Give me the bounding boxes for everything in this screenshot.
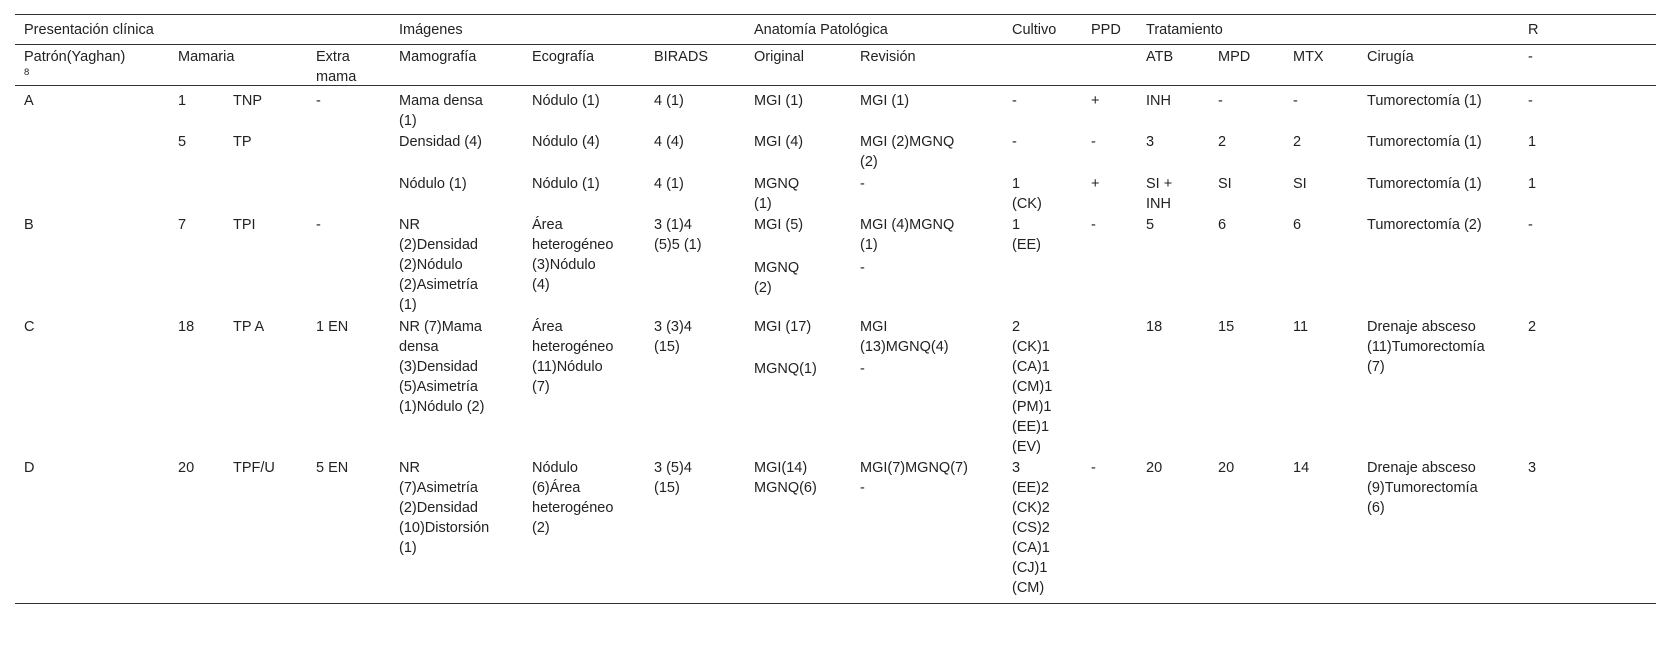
- column-header-original: Original: [754, 49, 804, 65]
- cell-mpd: 20: [1218, 460, 1235, 476]
- cell-patron: C: [24, 319, 35, 335]
- cell-num: 1: [178, 93, 187, 109]
- cell-mtx: 2: [1293, 134, 1302, 150]
- cell-ppd: -: [1091, 134, 1096, 150]
- header-rule: [15, 44, 1656, 45]
- cell-atb: 3: [1146, 134, 1155, 150]
- body-rule: [15, 85, 1656, 86]
- cell-cultivo: 3 (EE)2 (CK)2 (CS)2 (CA)1 (CJ)1 (CM): [1012, 460, 1050, 596]
- cell-birads: 4 (1): [654, 176, 684, 192]
- group-header-ppd: PPD: [1091, 22, 1121, 38]
- cell-tipo: TP: [233, 134, 252, 150]
- cell-cultivo: 2 (CK)1 (CA)1 (CM)1 (PM)1 (EE)1 (EV): [1012, 319, 1053, 455]
- cell-birads: 3 (3)4 (15): [654, 319, 692, 355]
- cell-patron: A: [24, 93, 34, 109]
- cell-cirugia: Drenaje absceso (9)Tumorectomía (6): [1367, 460, 1478, 516]
- cell-revision: -: [860, 260, 865, 276]
- cell-num: 20: [178, 460, 195, 476]
- cell-original: MGNQ (2): [754, 260, 800, 296]
- cell-revision: -: [860, 176, 865, 192]
- cell-revision: MGI(7)MGNQ(7) -: [860, 460, 968, 496]
- cell-extra: -: [316, 217, 321, 233]
- cell-atb: INH: [1146, 93, 1171, 109]
- group-header-r: R: [1528, 22, 1539, 38]
- cell-original: MGI (1): [754, 93, 804, 109]
- cell-cirugia: Tumorectomía (2): [1367, 217, 1482, 233]
- column-header-mamografia: Mamografía: [399, 49, 477, 65]
- cell-revision: -: [860, 361, 865, 377]
- cell-mtx: 6: [1293, 217, 1302, 233]
- cell-mpd: 2: [1218, 134, 1227, 150]
- column-header-patron: Patrón(Yaghan): [24, 49, 126, 65]
- cell-mamo: NR (7)Mama densa (3)Densidad (5)Asimetría (1)Nódulo (2): [399, 319, 485, 415]
- group-header-presentacion: Presentación clínica: [24, 22, 154, 38]
- column-header-revision: Revisión: [860, 49, 916, 65]
- cell-eco: Nódulo (6)Área heterogéneo (2): [532, 460, 614, 536]
- cell-atb: 18: [1146, 319, 1163, 335]
- column-header-extramama: Extra mama: [316, 49, 357, 85]
- cell-revision: MGI (1): [860, 93, 910, 109]
- cell-mtx: 11: [1293, 319, 1309, 335]
- column-header-ecografia: Ecografía: [532, 49, 595, 65]
- column-header-atb: ATB: [1146, 49, 1174, 65]
- cell-r: -: [1528, 217, 1533, 233]
- cell-eco: Nódulo (1): [532, 93, 600, 109]
- cell-mamo: NR (7)Asimetría (2)Densidad (10)Distorsión (1): [399, 460, 490, 556]
- cell-cirugia: Tumorectomía (1): [1367, 93, 1482, 109]
- cell-ppd: -: [1091, 460, 1096, 476]
- cell-birads: 4 (1): [654, 93, 684, 109]
- cell-original: MGI (4): [754, 134, 804, 150]
- column-header-birads: BIRADS: [654, 49, 708, 65]
- group-header-cultivo: Cultivo: [1012, 22, 1057, 38]
- cell-mpd: 6: [1218, 217, 1227, 233]
- cell-revision: MGI (2)MGNQ (2): [860, 134, 955, 170]
- cell-original: MGNQ(1): [754, 361, 817, 377]
- column-header-mpd: MPD: [1218, 49, 1251, 65]
- cell-mamo: Densidad (4): [399, 134, 483, 150]
- cell-revision: MGI (13)MGNQ(4): [860, 319, 949, 355]
- cell-mpd: 15: [1218, 319, 1235, 335]
- cell-cirugia: Tumorectomía (1): [1367, 134, 1482, 150]
- column-header-mamaria: Mamaria: [178, 49, 235, 65]
- cell-atb: SI + INH: [1146, 176, 1173, 212]
- cell-cultivo: 1 (CK): [1012, 176, 1042, 212]
- cell-tipo: TP A: [233, 319, 265, 335]
- cell-eco: Nódulo (1): [532, 176, 600, 192]
- cell-ppd: +: [1091, 176, 1100, 192]
- cell-birads: 3 (5)4 (15): [654, 460, 692, 496]
- column-header-r: -: [1528, 49, 1533, 65]
- cell-mtx: 14: [1293, 460, 1310, 476]
- cell-patron: B: [24, 217, 34, 233]
- cell-r: 1: [1528, 176, 1537, 192]
- cell-extra: 1 EN: [316, 319, 349, 335]
- cell-cirugia: Tumorectomía (1): [1367, 176, 1482, 192]
- cell-num: 7: [178, 217, 187, 233]
- cell-r: 2: [1528, 319, 1537, 335]
- cell-ppd: +: [1091, 93, 1100, 109]
- top-rule: [15, 14, 1656, 15]
- cell-original: MGI (17): [754, 319, 812, 335]
- cell-atb: 20: [1146, 460, 1163, 476]
- cell-eco: Nódulo (4): [532, 134, 600, 150]
- group-header-anatomia: Anatomía Patológica: [754, 22, 888, 38]
- group-header-tratamiento: Tratamiento: [1146, 22, 1223, 38]
- cell-mpd: -: [1218, 93, 1223, 109]
- cell-ppd: -: [1091, 217, 1096, 233]
- cell-r: -: [1528, 93, 1533, 109]
- cell-patron: D: [24, 460, 35, 476]
- cell-extra: 5 EN: [316, 460, 349, 476]
- cell-atb: 5: [1146, 217, 1155, 233]
- cell-revision: MGI (4)MGNQ (1): [860, 217, 955, 253]
- bottom-rule: [15, 603, 1656, 604]
- cell-original: MGNQ (1): [754, 176, 800, 212]
- cell-original: MGI(14) MGNQ(6): [754, 460, 817, 496]
- cell-r: 3: [1528, 460, 1537, 476]
- cell-r: 1: [1528, 134, 1537, 150]
- cell-eco: Área heterogéneo (11)Nódulo (7): [532, 319, 614, 395]
- cell-num: 18: [178, 319, 195, 335]
- column-header-mtx: MTX: [1293, 49, 1324, 65]
- column-header-cirugia: Cirugía: [1367, 49, 1414, 65]
- cell-extra: -: [316, 93, 321, 109]
- cell-mamo: NR (2)Densidad (2)Nódulo (2)Asimetría (1): [399, 217, 478, 313]
- cell-mpd: SI: [1218, 176, 1232, 192]
- cell-cultivo: 1 (EE): [1012, 217, 1041, 253]
- cell-cultivo: -: [1012, 134, 1017, 150]
- cell-tipo: TNP: [233, 93, 262, 109]
- citation-superscript: 8: [24, 67, 30, 79]
- cell-mtx: SI: [1293, 176, 1307, 192]
- cell-cultivo: -: [1012, 93, 1017, 109]
- cell-mtx: -: [1293, 93, 1298, 109]
- cell-eco: Área heterogéneo (3)Nódulo (4): [532, 217, 614, 293]
- cell-tipo: TPF/U: [233, 460, 275, 476]
- cell-birads: 3 (1)4 (5)5 (1): [654, 217, 702, 253]
- column-header-patron-wrap: [24, 47, 125, 87]
- group-header-imagenes: Imágenes: [399, 22, 463, 38]
- cell-cirugia: Drenaje absceso (11)Tumorectomía (7): [1367, 319, 1485, 375]
- cell-birads: 4 (4): [654, 134, 684, 150]
- cell-tipo: TPI: [233, 217, 256, 233]
- cell-num: 5: [178, 134, 187, 150]
- cell-original: MGI (5): [754, 217, 804, 233]
- cell-mamo: Nódulo (1): [399, 176, 467, 192]
- cell-mamo: Mama densa (1): [399, 93, 483, 129]
